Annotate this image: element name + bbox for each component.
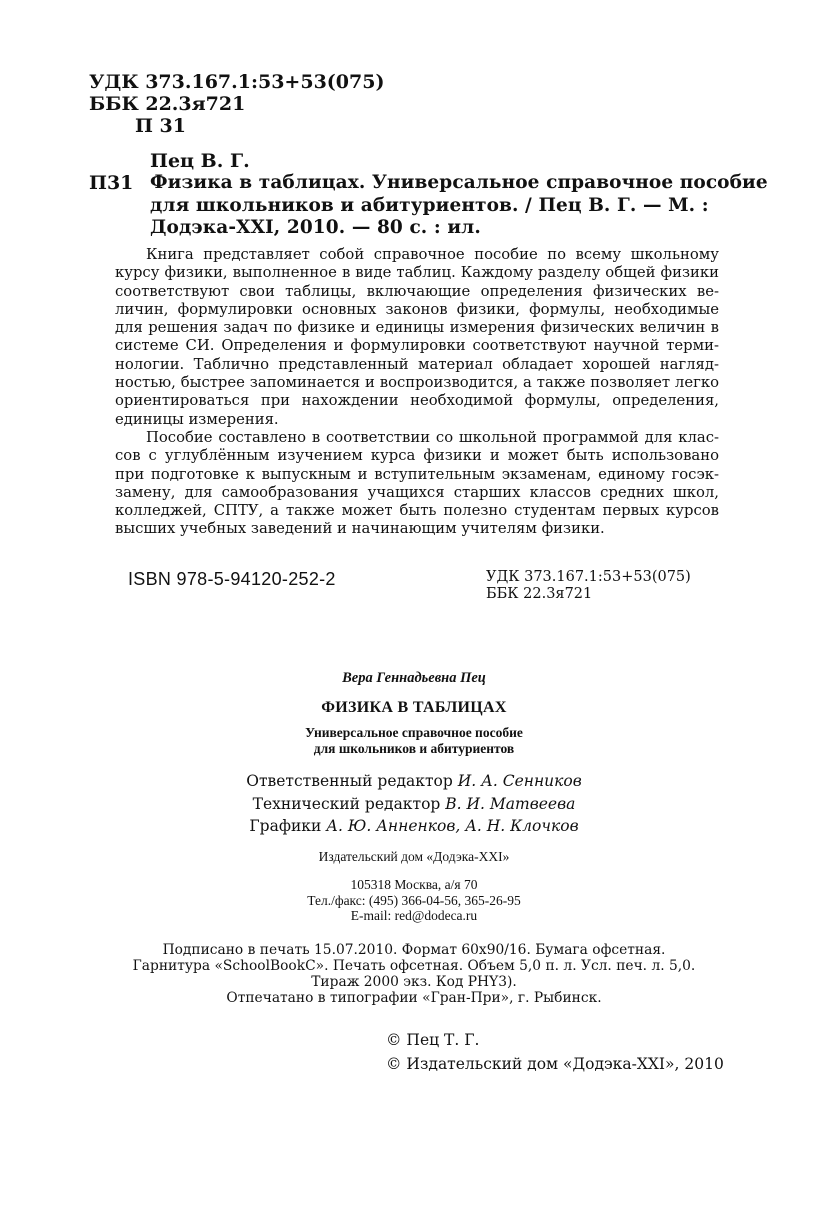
- editor-role: Ответственный редактор: [246, 772, 453, 790]
- bibliographic-code: П31: [89, 172, 134, 194]
- udk-code: УДК 373.167.1:53+53(075): [89, 71, 385, 93]
- author-mark: П 31: [135, 115, 186, 137]
- editor-name: И. А. Сенников: [457, 772, 582, 790]
- colophon-title: ФИЗИКА В ТАБЛИЦАХ: [321, 699, 507, 716]
- header-classification-codes: [89, 71, 384, 137]
- footer-bbk-code: ББК 22.3я721: [486, 586, 593, 602]
- print-line-2: Гарнитура «SchoolBookC». Печать офсетная. Объем 5,0 п. л. Усл. печ. л. 5,0.: [132, 958, 696, 974]
- bibliographic-line-2: для школьников и абитуриентов. / Пец В. Г. — М. :: [150, 194, 709, 216]
- bibliographic-line-1: Физика в таблицах. Универсальное справочное пособие: [150, 172, 768, 193]
- copyright-publisher: © Издательский дом «Додэка-XXI», 2010: [386, 1054, 724, 1073]
- abstract-paragraph-1: Книга представляет собой справочное пособие по всему школьному курсу физики, выполненное в виде таблиц. Каждому разделу общей физики соответствуют свои таблицы, включающие определения физических величин, формулировки основных законов физики, формулы, необходимые для решения задач по физике и единицы измерения физических величин в системе СИ. Определения и формулировки соответствуют научной терминологии. Таблично представленный материал обладает хорошей наглядностью, быстрее запоминается и воспроизводится, а также позволяет легко ориентироваться при нахождении необходимой формулы, определения, единицы измерения.: [115, 246, 719, 428]
- colophon-author: Вера Геннадьевна Пец: [342, 670, 486, 686]
- graphics-line: [0, 815, 828, 838]
- graphics-names: А. Ю. Анненков, А. Н. Клочков: [326, 817, 579, 835]
- editor-line: [0, 770, 828, 793]
- abstract-paragraph-2: Пособие составлено в соответствии со школьной программой для классов с углублённым изучением курса физики и может быть использовано при подготовке к выпускным и вступительным экзаменам, единому госэкзамену, для самообразования учащихся старших классов средних школ, колледжей, СПТУ, а также может быть полезно студентам первых курсов высших учебных заведений и начинающим учителям физики.: [115, 428, 719, 538]
- tech-editor-line: [0, 793, 828, 816]
- bbk-code: ББК 22.3я721: [89, 93, 246, 115]
- publisher-address: [0, 877, 828, 924]
- copyright-author: © Пец Т. Г.: [386, 1031, 480, 1049]
- graphics-role: Графики: [249, 817, 322, 835]
- colophon-subtitle-line-2: для школьников и абитуриентов: [313, 741, 515, 756]
- colophon-subtitle-line-1: Универсальное справочное пособие: [305, 725, 523, 740]
- printed-by: Отпечатано в типографии «Гран-При», г. Рыбинск.: [226, 990, 602, 1006]
- address-line-2: Тел./факс: (495) 366-04-56, 365-26-95: [307, 892, 521, 908]
- publisher-name: Издательский дом «Додэка-XXI»: [318, 849, 510, 864]
- print-details: [0, 942, 828, 990]
- isbn: ISBN 978-5-94120-252-2: [128, 569, 336, 589]
- abstract: [115, 246, 719, 539]
- colophon-subtitle: [0, 725, 828, 757]
- editors-list: [0, 770, 828, 838]
- tech-editor-role: Технический редактор: [252, 794, 441, 813]
- bibliographic-author: Пец В. Г.: [150, 150, 250, 172]
- bibliographic-line-3: Додэка-XXI, 2010. — 80 с. : ил.: [150, 217, 481, 238]
- address-line-1: 105318 Москва, а/я 70: [350, 877, 478, 892]
- print-line-3: Тираж 2000 экз. Код PHY3).: [311, 974, 517, 990]
- tech-editor-name: В. И. Матвеева: [445, 794, 576, 813]
- footer-classification-codes: [486, 569, 691, 603]
- address-line-3: E-mail: red@dodeca.ru: [350, 908, 478, 923]
- print-line-1: Подписано в печать 15.07.2010. Формат 60х90/16. Бумага офсетная.: [162, 942, 666, 958]
- bibliographic-description: [150, 172, 768, 240]
- footer-udk-code: УДК 373.167.1:53+53(075): [486, 569, 691, 585]
- copyright-block: [386, 1029, 724, 1076]
